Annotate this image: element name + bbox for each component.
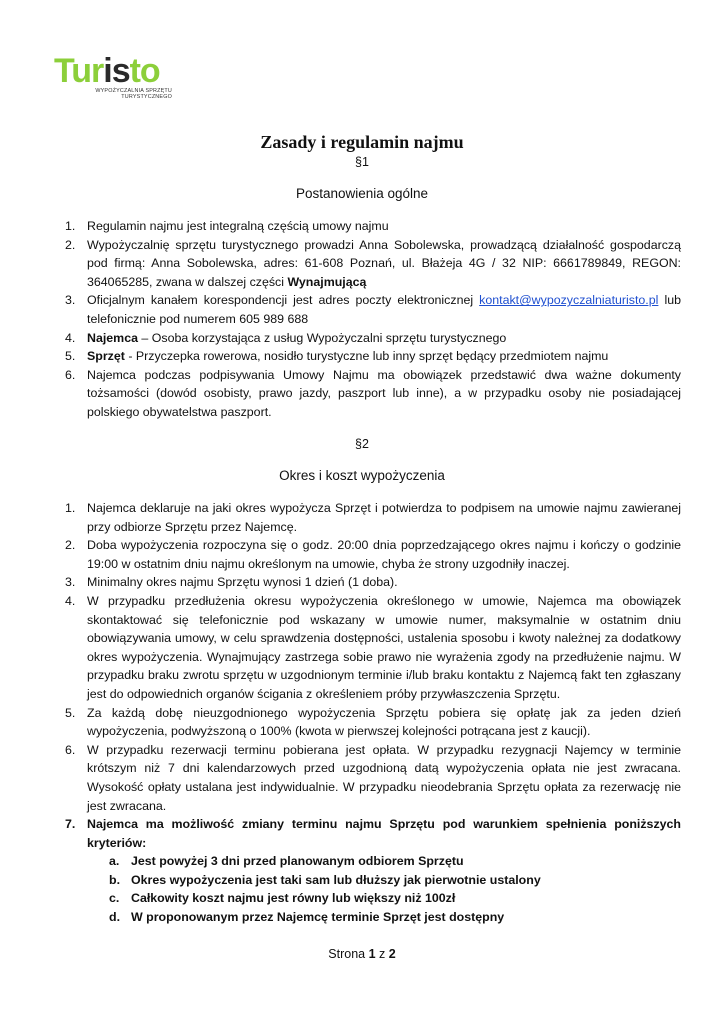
- criteria-list: [87, 852, 681, 926]
- list-item: 6. Najemca podczas podpisywania Umowy Najmu ma obowiązek przedstawić dwa ważne dokumenty tożsamości (dowód osobisty, prawo jazdy, paszport lub inne), a w przypadku osoby nie posiadającej polskiego obywatelstwa paszport.: [65, 367, 681, 419]
- section-2-sign: §2: [355, 437, 369, 451]
- section-2-list: [65, 499, 681, 927]
- list-item: 5. Sprzęt - Przyczepka rowerowa, nosidło turystyczne lub inny sprzęt będący przedmiotem najmu: [65, 349, 609, 364]
- section-1-sign: §1: [355, 155, 369, 169]
- document-title: Zasady i regulamin najmu: [260, 132, 464, 152]
- criteria-item: d. W proponowanym przez Najemcę terminie Sprzęt jest dostępny: [109, 910, 505, 925]
- list-item: 2. Wypożyczalnię sprzętu turystycznego prowadzi Anna Sobolewska, prowadzącą działalność gospodarczą pod firmą: Anna Sobolewska, adres: 61-608 Poznań, ul. Błażeja 4G / 32 NIP: 6661789849, REGON: 364065285, zwana w dalszej części Wynajmującą: [65, 237, 681, 289]
- criteria-item: c. Całkowity koszt najmu jest równy lub większy niż 100zł: [109, 891, 456, 906]
- page-footer: Strona 1 z 2: [328, 947, 396, 961]
- email-link[interactable]: kontakt@wypozyczalniaturisto.pl: [479, 293, 659, 308]
- list-item: 1. Regulamin najmu jest integralną częścią umowy najmu: [65, 219, 389, 233]
- list-item: 4. W przypadku przedłużenia okresu wypożyczenia określonego w umowie, Najemca ma obowiązek skontaktować się telefonicznie pod wskazany w umowie numer, maksymalnie w ostatnim dniu obowiązywania umowy, w celu sprawdzenia dostępności, ustalenia sposobu i kwoty należnej za dodatkowy okres wypożyczenia. Wynajmujący zastrzega sobie prawo nie wyrażenia zgody na przedłużenie najmu. W przypadku braku zwrotu sprzętu w uzgodnionym terminie i/lub braku kontaktu z Najemcą fakt ten zgłaszany jest do odpowiednich organów ścigania z określeniem próby przywłaszczenia Sprzętu.: [65, 593, 681, 701]
- criteria-item: b. Okres wypożyczenia jest taki sam lub dłuższy jak pierwotnie ustalony: [109, 872, 541, 887]
- list-item: 2. Doba wypożyczenia rozpoczyna się o godz. 20:00 dnia poprzedzającego okres najmu i kończy o godzinie 19:00 w ostatnim dniu najmu określonym na umowie, chyba że strony uzgodniły inaczej.: [65, 538, 681, 571]
- list-item: 7. Najemca ma możliwość zmiany terminu najmu Sprzętu pod warunkiem spełnienia poniższych kryteriów: a. Jest powyżej 3 dni przed planowanym odbiorem Sprzętu b. Okres wypożyczenia jest taki sam lub dłuższy jak pierwotnie ustalony c. Całkowity koszt najmu jest równy lub większy niż 100zł d. W proponowanym przez Najemcę terminie Sprzęt jest dostępny: [87, 815, 681, 927]
- section-2-title: Okres i koszt wypożyczenia: [279, 468, 445, 483]
- section-1-title: Postanowienia ogólne: [295, 186, 429, 201]
- list-item: 3. Oficjalnym kanałem korespondencji jest adres poczty elektronicznej kontakt@wypozyczalniaturisto.pl lub telefonicznie pod numerem 605 989 688: [65, 293, 681, 326]
- logo-tagline: WYPOŻYCZALNIA SPRZĘTU TURYSTYCZNEGO: [95, 88, 172, 100]
- list-item: 5. Za każdą dobę nieuzgodnionego wypożyczenia Sprzętu pobiera się opłatę jak za jeden dzień wypożyczenia, podwyższoną o 100% (kwota w pierwszej kolejności potrącana jest z kaucji).: [65, 705, 681, 739]
- section-1-list: [65, 217, 681, 422]
- list-item: 6. W przypadku rezerwacji terminu pobierana jest opłata. W przypadku rezygnacji Najemcy w terminie krótszym niż 7 dni kalendarzowych przed uzgodnioną datą wypożyczenia opłata nie jest zwracana. Wysokość opłaty ustalana jest indywidualnie. W przypadku nieodebrania Sprzętu opłata za rezerwację nie jest zwracana.: [65, 742, 681, 813]
- company-logo: [54, 54, 174, 104]
- list-item: 4. Najemca – Osoba korzystająca z usług Wypożyczalni sprzętu turystycznego: [65, 330, 507, 345]
- list-item: 1. Najemca deklaruje na jaki okres wypożycza Sprzęt i potwierdza to podpisem na umowie najmu zawieranej przy odbiorze Sprzętu przez Najemcę.: [65, 501, 681, 534]
- logo-wordmark: Turisto: [54, 52, 160, 90]
- criteria-item: a. Jest powyżej 3 dni przed planowanym odbiorem Sprzętu: [109, 854, 464, 869]
- list-item: 3. Minimalny okres najmu Sprzętu wynosi 1 dzień (1 doba).: [65, 575, 398, 590]
